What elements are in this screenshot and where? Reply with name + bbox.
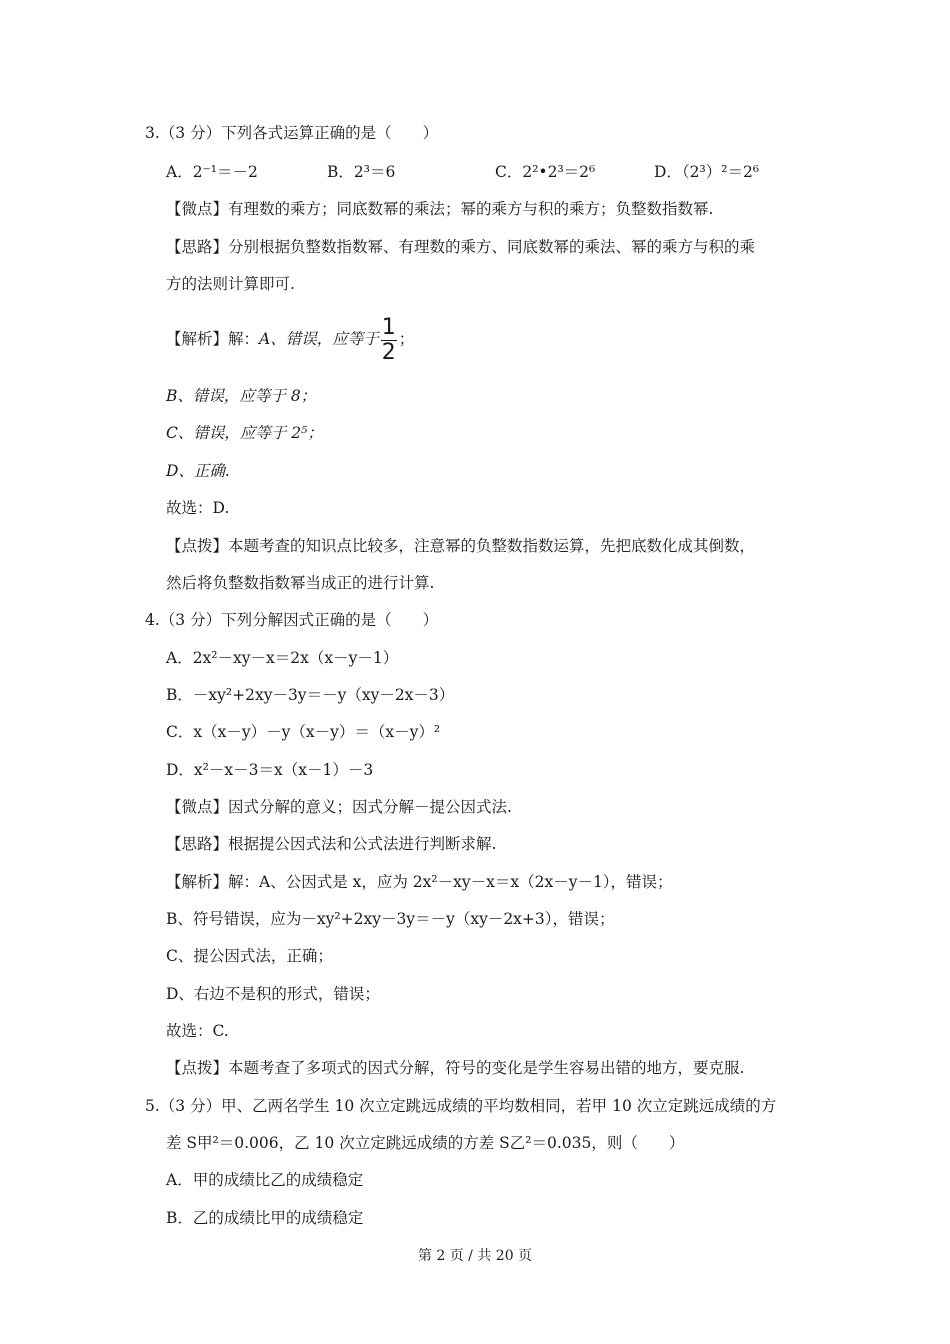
page-footer: 第 2 页 / 共 20 页 <box>417 1248 533 1264</box>
q3-option-b: B．2³＝6 <box>327 163 396 181</box>
q4-answer: 故选：C. <box>166 1022 229 1040</box>
q4-option-b: B．－xy²+2xy－3y＝－y（xy－2x－3） <box>166 686 455 704</box>
q3-silu-line2: 方的法则计算即可. <box>166 275 295 293</box>
q4-stem: 4.（3 分）下列分解因式正确的是（ ） <box>145 611 439 629</box>
q3-dianbo-line2: 然后将负整数指数幂当成正的进行计算. <box>166 574 435 592</box>
q4-jiexi-d: D、右边不是积的形式，错误； <box>166 985 380 1003</box>
q3-jiexi-c: C、错误，应等于 2⁵； <box>166 424 323 442</box>
q5-stem-line2: 差 S甲²＝0.006，乙 10 次立定跳远成绩的方差 S乙²＝0.035，则（ ） <box>166 1134 685 1152</box>
q5-option-b: B．乙的成绩比甲的成绩稳定 <box>166 1209 364 1227</box>
q3-weidian: 【微点】有理数的乘方；同底数幂的乘法；幂的乘方与积的乘方；负整数指数幂. <box>166 200 714 218</box>
q5-stem-line1: 5.（3 分）甲、乙两名学生 10 次立定跳远成绩的平均数相同，若甲 10 次立定跳远成绩的方 <box>145 1097 777 1115</box>
q3-dianbo-line1: 【点拨】本题考查的知识点比较多，注意幂的负整数指数运算，先把底数化成其倒数， <box>166 537 756 555</box>
q3-answer: 故选：D. <box>166 499 230 517</box>
q4-silu: 【思路】根据提公因式法和公式法进行判断求解. <box>166 835 497 853</box>
q4-weidian: 【微点】因式分解的意义；因式分解－提公因式法. <box>166 798 512 816</box>
q3-stem: 3.（3 分）下列各式运算正确的是（ ） <box>145 124 439 142</box>
q3-jiexi-a: 【解析】解：A、错误，应等于 $\frac{1}{2}$ ； <box>166 314 415 365</box>
q3-silu-line1: 【思路】分别根据负整数指数幂、有理数的乘方、同底数幂的乘法、幂的乘方与积的乘 <box>166 238 756 256</box>
q4-jiexi-a: 【解析】解：A、公因式是 x，应为 2x²－xy－x＝x（2x－y－1），错误； <box>166 873 673 891</box>
q4-dianbo: 【点拨】本题考查了多项式的因式分解，符号的变化是学生容易出错的地方，要克服. <box>166 1059 745 1077</box>
q3-jiexi-d: D、正确. <box>166 462 230 480</box>
q3-option-c: C．2²•2³＝2⁶ <box>495 163 596 181</box>
q4-option-d: D．x²－x－3＝x（x－1）－3 <box>166 761 374 779</box>
q3-option-d: D．（2³）²＝2⁶ <box>654 163 760 181</box>
q5-option-a: A．甲的成绩比乙的成绩稳定 <box>166 1171 364 1189</box>
q3-option-a: A．2⁻¹＝－2 <box>166 163 258 181</box>
fraction-one-half: $\frac{1}{2}$ <box>381 314 396 365</box>
q4-jiexi-c: C、提公因式法，正确； <box>166 947 333 965</box>
q4-option-a: A．2x²－xy－x＝2x（x－y－1） <box>166 649 399 667</box>
q4-option-c: C．x（x－y）－y（x－y）＝（x－y）² <box>166 723 441 741</box>
q3-jiexi-b: B、错误，应等于 8； <box>166 387 317 405</box>
q4-jiexi-b: B、符号错误，应为－xy²+2xy－3y＝－y（xy－2x+3），错误； <box>166 910 615 928</box>
